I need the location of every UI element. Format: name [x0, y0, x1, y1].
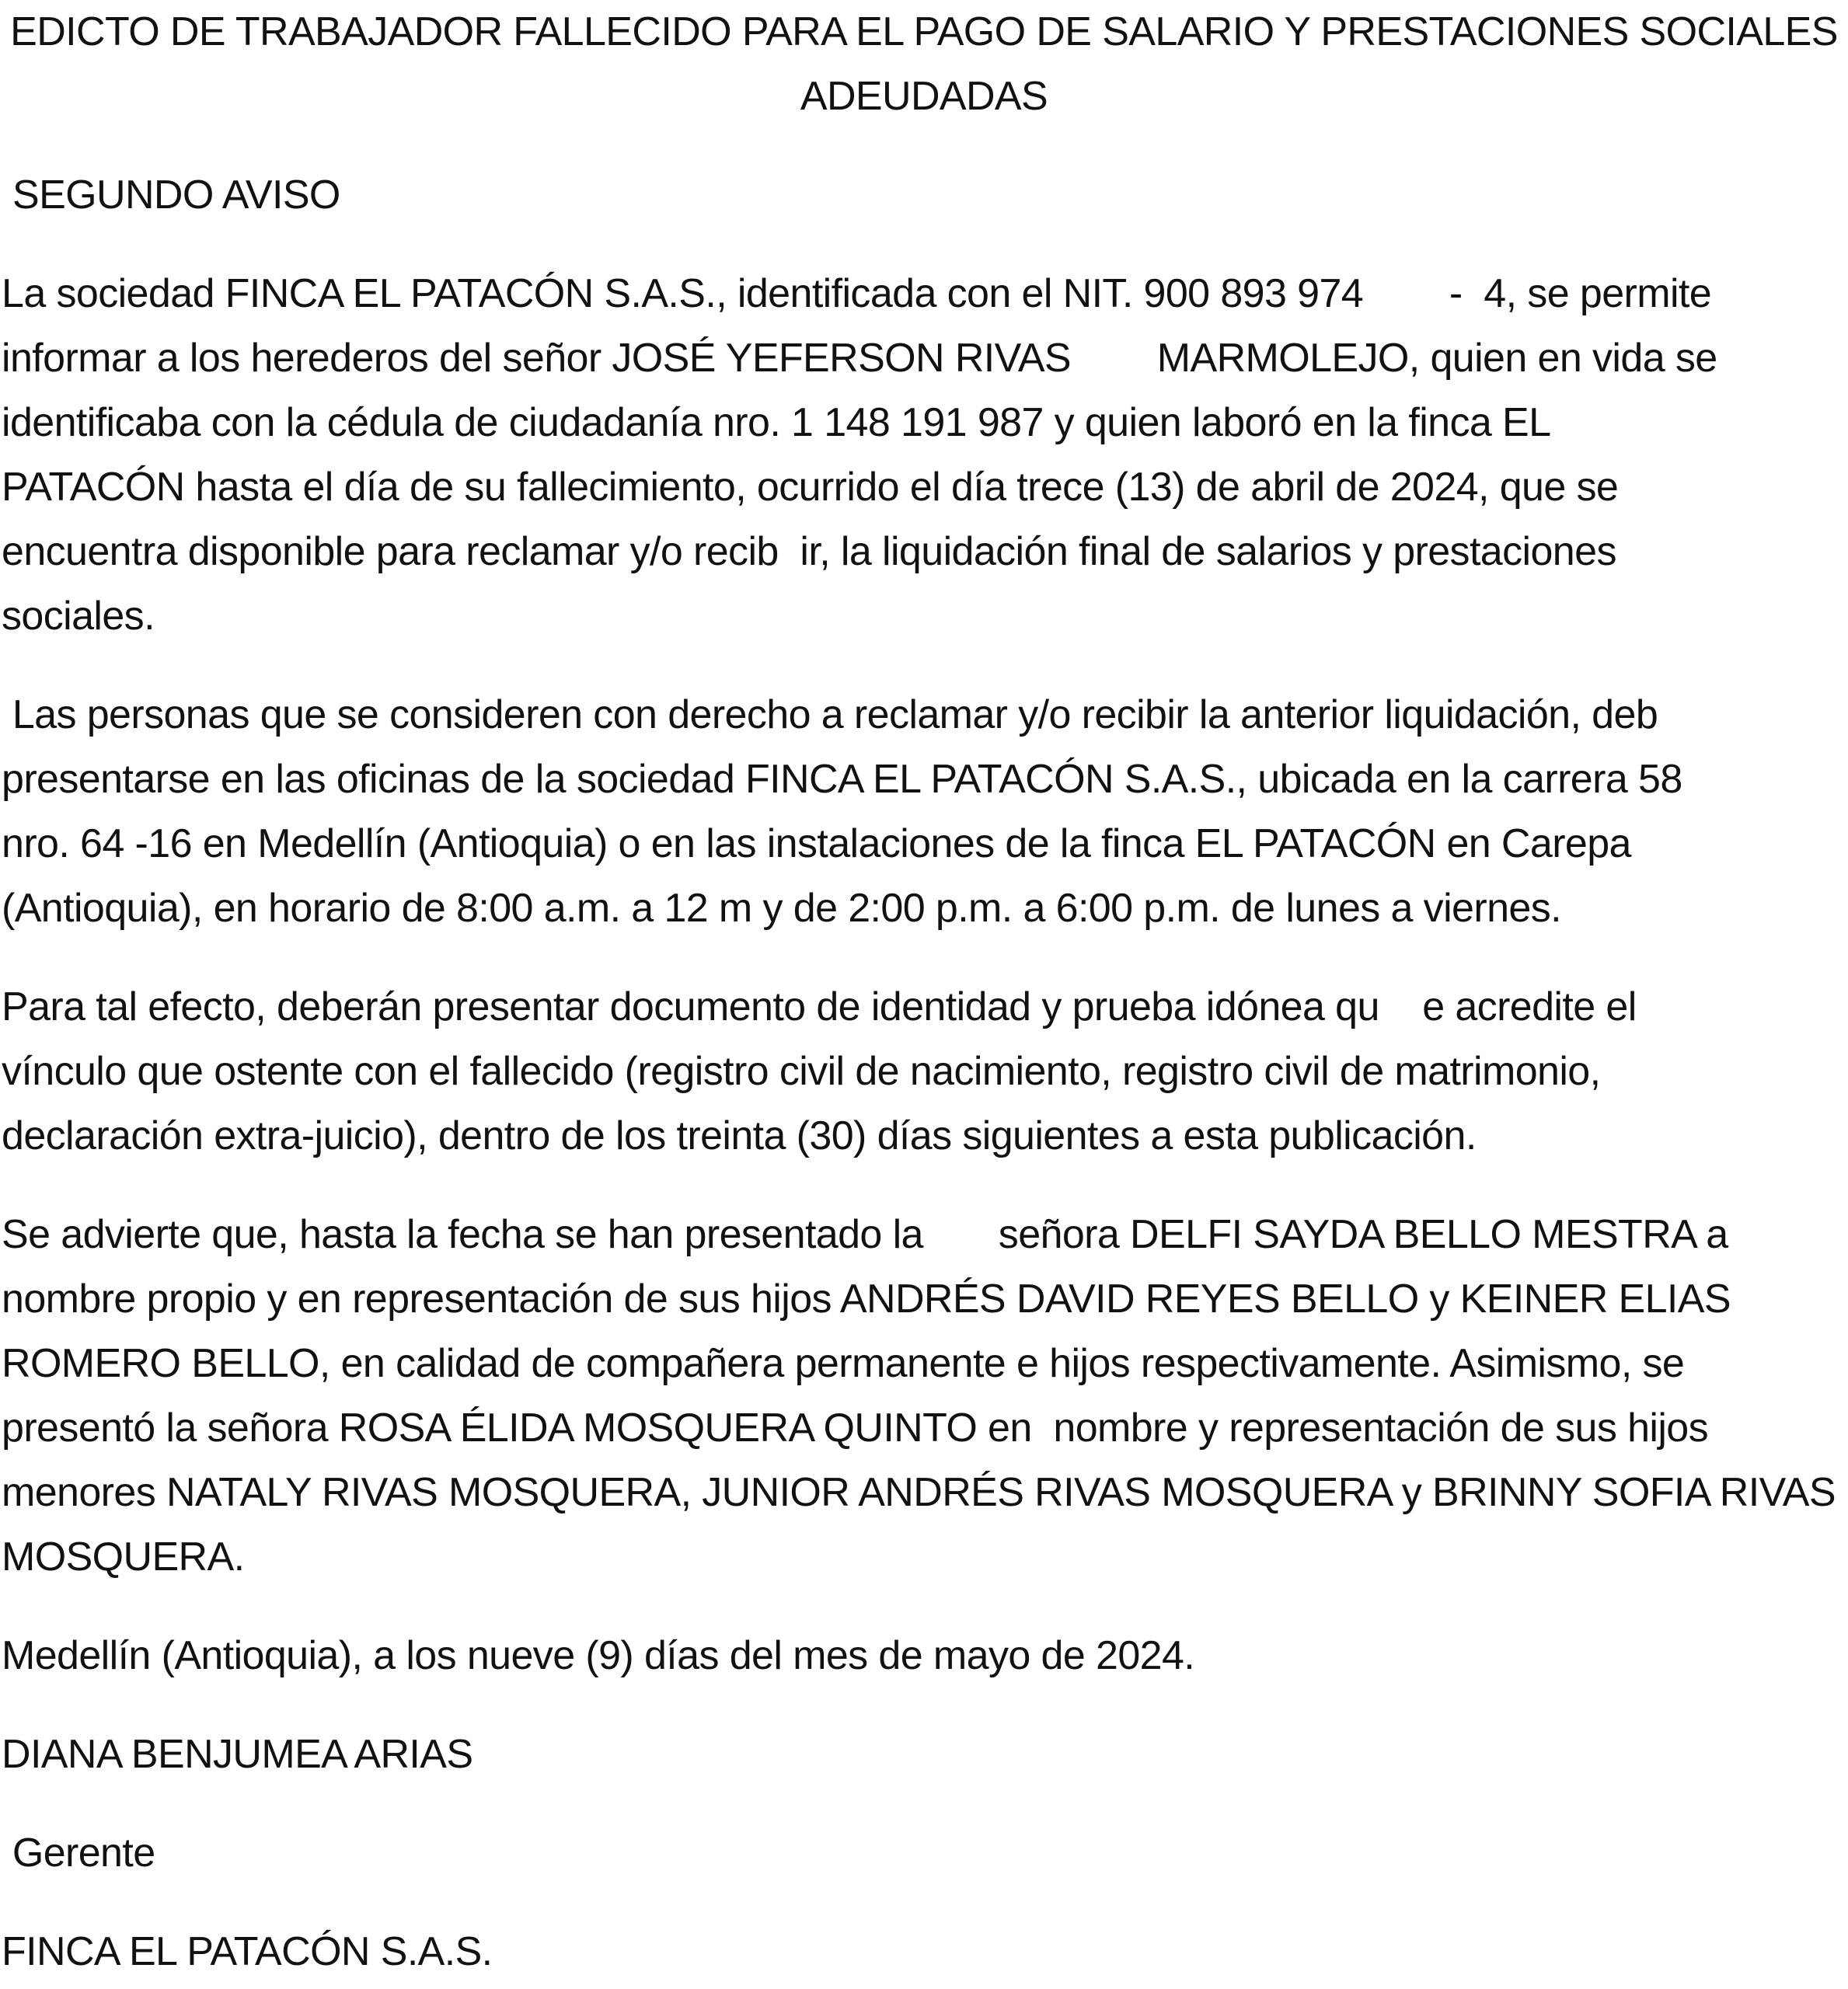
paragraph-line: menores NATALY RIVAS MOSQUERA, JUNIOR ANDRÉS RIVAS MOSQUERA y BRINNY SOFIA RIVAS [2, 1470, 1836, 1515]
document-title [0, 0, 1848, 129]
paragraph-line: identificaba con la cédula de ciudadanía nro. 1 148 191 987 y quien laboró en la finca EL [2, 400, 1551, 445]
paragraph-line: Se advierte que, hasta la fecha se han presentado la señora DELFI SAYDA BELLO MESTRA a [2, 1212, 1728, 1257]
paragraph-required-documents [2, 975, 1848, 1169]
paragraph-heirs-notice [2, 262, 1848, 649]
paragraph-line: PATACÓN hasta el día de su fallecimiento, ocurrido el día trece (13) de abril de 2024, que se [2, 465, 1619, 510]
paragraph-line: nro. 64 -16 en Medellín (Antioquia) o en las instalaciones de la finca EL PATACÓN en Carepa [2, 821, 1631, 866]
signer-role: Gerente [2, 1831, 155, 1876]
paragraph-claimants [2, 1203, 1848, 1590]
paragraph-line: (Antioquia), en horario de 8:00 a.m. a 12 m y de 2:00 p.m. a 6:00 p.m. de lunes a viernes. [2, 886, 1561, 931]
paragraph-line: encuentra disponible para reclamar y/o recib ir, la liquidación final de salarios y prestaciones [2, 529, 1616, 574]
paragraph-line: presentó la señora ROSA ÉLIDA MOSQUERA QUINTO en nombre y representación de sus hijos [2, 1406, 1709, 1451]
paragraph-line: declaración extra-juicio), dentro de los treinta (30) días siguientes a esta publicación. [2, 1113, 1477, 1158]
signer-name: DIANA BENJUMEA ARIAS [2, 1732, 473, 1777]
paragraph-claim-location [2, 683, 1848, 941]
title-line-1: EDICTO DE TRABAJADOR FALLECIDO PARA EL PAGO DE SALARIO Y PRESTACIONES SOCIALES [10, 9, 1838, 54]
title-line-2: ADEUDADAS [800, 74, 1048, 119]
date-line: Medellín (Antioquia), a los nueve (9) días del mes de mayo de 2024. [2, 1633, 1195, 1678]
paragraph-line: Para tal efecto, deberán presentar documento de identidad y prueba idónea qu e acredite el [2, 984, 1637, 1029]
paragraph-line: MOSQUERA. [2, 1534, 245, 1580]
paragraph-line: sociales. [2, 594, 155, 639]
notice-label: SEGUNDO AVISO [12, 172, 340, 218]
paragraph-line: vínculo que ostente con el fallecido (registro civil de nacimiento, registro civil de matrimonio, [2, 1049, 1601, 1094]
paragraph-line: presentarse en las oficinas de la sociedad FINCA EL PATACÓN S.A.S., ubicada en la carrera 58 [2, 757, 1682, 802]
paragraph-line: Las personas que se consideren con derecho a reclamar y/o recibir la anterior liquidación, deb [2, 692, 1658, 737]
paragraph-line: nombre propio y en representación de sus hijos ANDRÉS DAVID REYES BELLO y KEINER ELIAS [2, 1277, 1731, 1322]
company-name: FINCA EL PATACÓN S.A.S. [2, 1929, 493, 1974]
paragraph-line: ROMERO BELLO, en calidad de compañera permanente e hijos respectivamente. Asimismo, se [2, 1341, 1685, 1386]
paragraph-line: informar a los herederos del señor JOSÉ YEFERSON RIVAS MARMOLEJO, quien en vida se [2, 336, 1717, 381]
paragraph-line: La sociedad FINCA EL PATACÓN S.A.S., identificada con el NIT. 900 893 974 - 4, se permite [2, 271, 1712, 316]
